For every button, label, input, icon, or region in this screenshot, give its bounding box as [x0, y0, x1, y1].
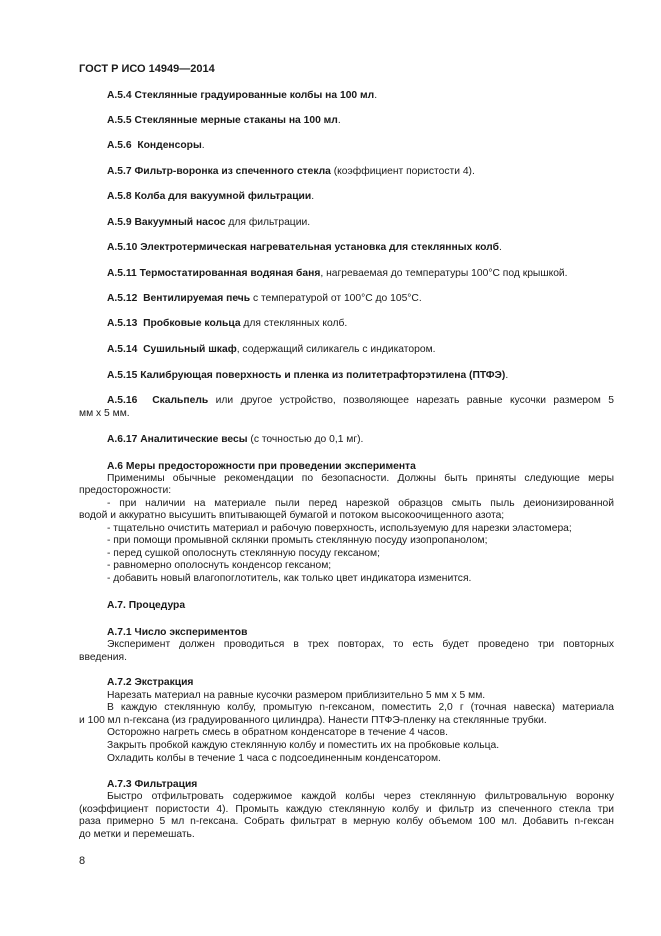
item-a516	[107, 394, 614, 407]
item-text: для фильтрации.	[225, 217, 311, 228]
paragraph-line: и 100 мл n-гексана (из градуированного цилиндра). Нанести ПТФЭ-пленку на стеклянные трубки.	[79, 715, 547, 726]
item-title: Электротермическая нагревательная установка для стеклянных колб	[140, 242, 499, 253]
item-text: .	[374, 90, 378, 101]
item-a513	[107, 317, 347, 330]
item-number: А.5.8	[107, 191, 132, 202]
item-number: А.5.5	[107, 115, 132, 126]
item-text: для стеклянных колб.	[240, 318, 348, 329]
item-text: .	[498, 242, 502, 253]
item-number: А.5.11	[107, 268, 137, 279]
item-number: А.5.6	[107, 140, 132, 151]
item-title: Вентилируемая печь	[143, 293, 251, 304]
item-a56	[107, 139, 205, 152]
section-a7-title: А.7. Процедура	[107, 600, 186, 611]
paragraph-line: предосторожности:	[79, 485, 172, 496]
item-a617	[107, 433, 363, 446]
subsection-a71-title: А.7.1 Число экспериментов	[107, 627, 248, 638]
paragraph-line: В каждую стеклянную колбу, промытую n-гексаном, поместить 2,0 г (точная навеска) материала	[107, 702, 614, 713]
item-text: (с точностью до 0,1 мг).	[247, 434, 364, 445]
item-text: , содержащий силикагель с индикатором.	[236, 344, 436, 355]
list-item: - добавить новый влагопоглотитель, как только цвет индикатора изменится.	[107, 573, 472, 584]
paragraph-line: Закрыть пробкой каждую стеклянную колбу и поместить их на пробковые кольца.	[107, 740, 500, 751]
item-a515	[107, 369, 508, 382]
item-number: А.5.10	[107, 242, 138, 253]
paragraph-line: введения.	[79, 652, 127, 663]
item-a57	[107, 165, 475, 178]
list-item: - при помощи промывной склянки промыть стеклянную посуду изопропанолом;	[107, 535, 488, 546]
item-number: А.5.15	[107, 370, 138, 381]
item-title: Конденсоры	[137, 140, 202, 151]
list-item-cont: водой и аккуратно высушить впитывающей бумагой и потоком высокоочищенного азота;	[79, 510, 505, 521]
item-number: А.5.7	[107, 166, 132, 177]
paragraph-line: Эксперимент должен проводиться в трех повторах, то есть будет проведено три повторных	[107, 639, 614, 650]
paragraph-line: раза примерно 5 мл n-гексана. Собрать фильтрат в мерную колбу объемом 100 мл. Добавить n-гексан	[79, 816, 614, 827]
item-title: Стеклянные градуированные колбы на 100 мл	[134, 90, 375, 101]
item-number: А.6.17	[107, 434, 138, 445]
list-item: - тщательно очистить материал и рабочую поверхность, используемую для нарезки эластомера;	[107, 523, 572, 534]
item-number: А.5.4	[107, 90, 132, 101]
paragraph-line: (коэффициент пористости 4). Промыть каждую стеклянную колбу и фильтр из спеченного стекла три	[79, 804, 614, 815]
item-a512	[107, 292, 422, 305]
item-text: , нагреваемая до температуры 100°С под крышкой.	[320, 268, 568, 279]
paragraph-line: до метки и перемешать.	[79, 829, 195, 840]
paragraph-line: Осторожно нагреть смесь в обратном конденсаторе в течение 4 часов.	[107, 727, 448, 738]
item-text: .	[311, 191, 315, 202]
item-text: .	[201, 140, 205, 151]
item-number: А.5.13	[107, 318, 138, 329]
item-number: А.5.9	[107, 217, 132, 228]
item-title: Сушильный шкаф	[143, 344, 237, 355]
item-title: Стеклянные мерные стаканы на 100 мл	[134, 115, 338, 126]
item-text: .	[505, 370, 509, 381]
paragraph-line: Охладить колбы в течение 1 часа с подсоединенным конденсатором.	[107, 753, 441, 764]
list-item: - равномерно ополоснуть конденсор гексаном;	[107, 560, 332, 571]
item-title: Колба для вакуумной фильтрации	[134, 191, 312, 202]
item-a59	[107, 216, 310, 229]
item-title: Пробковые кольца	[143, 318, 241, 329]
section-a6-title: А.6 Меры предосторожности при проведении эксперимента	[107, 461, 416, 472]
subsection-a73-title: А.7.3 Фильтрация	[107, 779, 198, 790]
item-text: (коэффициент пористости 4).	[330, 166, 475, 177]
item-a516-cont: мм х 5 мм.	[79, 408, 130, 419]
list-item: - при наличии на материале пыли перед нарезкой образцов смыть пыль деионизированной	[107, 498, 614, 509]
subsection-a72-title: А.7.2 Экстракция	[107, 677, 194, 688]
item-a514	[107, 343, 436, 356]
item-title: Термостатированная водяная баня	[139, 268, 321, 279]
paragraph-line: Применимы обычные рекомендации по безопасности. Должны быть приняты следующие меры	[107, 473, 614, 484]
list-item: - перед сушкой ополоснуть стеклянную посуду гексаном;	[107, 548, 380, 559]
item-a510	[107, 241, 502, 254]
item-title: Скальпель	[152, 395, 209, 406]
item-number: А.5.14	[107, 344, 138, 355]
item-a511	[107, 267, 568, 280]
page-number: 8	[79, 855, 86, 867]
item-a55	[107, 114, 341, 127]
item-number: А.5.16	[107, 395, 138, 406]
document-header: ГОСТ Р ИСО 14949—2014	[79, 63, 215, 75]
item-text: или другое устройство, позволяющее нарезать равные кусочки размером 5	[215, 395, 614, 406]
item-text: .	[337, 115, 341, 126]
item-a54	[107, 89, 377, 102]
item-text: с температурой от 100°С до 105°С.	[250, 293, 422, 304]
paragraph-line: Быстро отфильтровать содержимое каждой колбы через стеклянную фильтровальную воронку	[107, 791, 614, 802]
item-number: А.5.12	[107, 293, 138, 304]
item-a58	[107, 190, 314, 203]
paragraph-line: Нарезать материал на равные кусочки размером приблизительно 5 мм х 5 мм.	[107, 690, 486, 701]
item-title: Вакуумный насос	[134, 217, 226, 228]
item-title: Аналитические весы	[140, 434, 248, 445]
item-title: Фильтр-воронка из спеченного стекла	[134, 166, 331, 177]
item-title: Калибрующая поверхность и пленка из политетрафторэтилена (ПТФЭ)	[140, 370, 506, 381]
